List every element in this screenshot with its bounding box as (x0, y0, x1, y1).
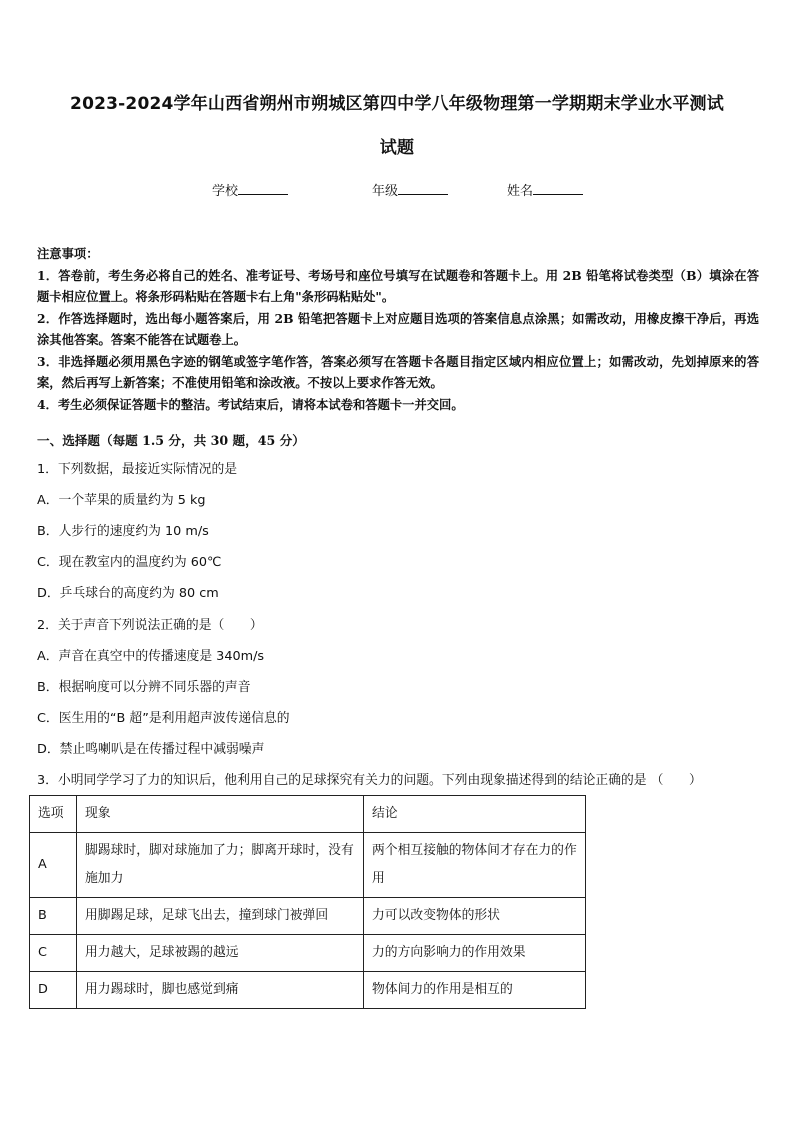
question-1-option-d: D．乒乓球台的高度约为 80 cm (37, 586, 219, 601)
school-label: 学校 (212, 184, 239, 199)
table-row (30, 833, 586, 898)
question-1-stem: 1．下列数据，最接近实际情况的是 (37, 462, 238, 477)
table-cell: 脚踢球时，脚对球施加了力；脚离开球时，没有施加力 (77, 833, 364, 898)
table-row (30, 898, 586, 935)
table-cell: 力可以改变物体的形状 (364, 898, 586, 935)
question-2-option-d: D．禁止鸣喇叭是在传播过程中减弱噪声 (37, 742, 265, 757)
table-cell: A (30, 833, 77, 898)
note-item: 1．答卷前，考生务必将自己的姓名、准考证号、考场号和座位号填写在试题卷和答题卡上。用 2B 铅笔将试卷类型（B）填涂在答题卡相应位置上。将条形码粘贴在答题卡右上角"条形码粘贴处"。 (37, 267, 759, 304)
question-1-option-c: C．现在教室内的温度约为 60℃ (37, 555, 222, 570)
table-row (30, 972, 586, 1009)
table-header-cell: 结论 (364, 796, 586, 833)
question-3-stem: 3．小明同学学习了力的知识后，他利用自己的足球探究有关力的问题。下列由现象描述得到的结论正确的是 （ ） (37, 773, 702, 788)
school-blank (238, 182, 288, 195)
question-1-option-a: A．一个苹果的质量约为 5 kg (37, 493, 206, 508)
table-cell: B (30, 898, 77, 935)
document-title (30, 82, 764, 170)
note-item: 3．非选择题必须用黑色字迹的钢笔或签字笔作答，答案必须写在答题卡各题目指定区域内相应位置上；如需改动，先划掉原来的答案，然后再写上新答案；不准使用铅笔和涂改液。不按以上要求作答无效。 (37, 353, 759, 390)
table-cell: 用力踢球时，脚也感觉到痛 (77, 972, 364, 1009)
note-item: 4．考生必须保证答题卡的整洁。考试结束后，请将本试卷和答题卡一并交回。 (37, 396, 464, 412)
table-cell: 用脚踢足球，足球飞出去，撞到球门被弹回 (77, 898, 364, 935)
table-header-cell: 现象 (77, 796, 364, 833)
table-cell: 两个相互接触的物体间才存在力的作用 (364, 833, 586, 898)
table-cell: 物体间力的作用是相互的 (364, 972, 586, 1009)
question-2-stem: 2．关于声音下列说法正确的是（ ） (37, 618, 263, 633)
table-cell: 力的方向影响力的作用效果 (364, 935, 586, 972)
question-1-option-b: B．人步行的速度约为 10 m/s (37, 524, 209, 539)
question-3-table (29, 795, 586, 1009)
question-2-option-a: A．声音在真空中的传播速度是 340m/s (37, 649, 265, 664)
grade-label: 年级 (372, 184, 399, 199)
title-line-2: 试题 (379, 138, 415, 158)
table-header-row (30, 796, 586, 833)
question-2-option-c: C．医生用的“B 超”是利用超声波传递信息的 (37, 711, 290, 726)
question-2-option-b: B．根据响度可以分辨不同乐器的声音 (37, 680, 251, 695)
table-cell: C (30, 935, 77, 972)
exam-notes (37, 243, 759, 415)
table-cell: 用力越大，足球被踢的越远 (77, 935, 364, 972)
section-title: 一、选择题（每题 1.5 分，共 30 题，45 分） (37, 433, 305, 448)
name-field (507, 180, 583, 199)
table-header-cell: 选项 (30, 796, 77, 833)
grade-blank (398, 182, 448, 195)
table-row (30, 935, 586, 972)
name-label: 姓名 (507, 184, 534, 199)
notes-heading: 注意事项： (37, 246, 99, 261)
table-cell: D (30, 972, 77, 1009)
grade-field (372, 180, 448, 199)
note-item: 2．作答选择题时，选出每小题答案后，用 2B 铅笔把答题卡上对应题目选项的答案信息点涂黑；如需改动，用橡皮擦干净后，再选涂其他答案。答案不能答在试题卷上。 (37, 310, 759, 347)
title-line-1: 2023-2024学年山西省朔州市朔城区第四中学八年级物理第一学期期末学业水平测试 (70, 94, 724, 114)
school-field (212, 180, 288, 199)
name-blank (533, 182, 583, 195)
